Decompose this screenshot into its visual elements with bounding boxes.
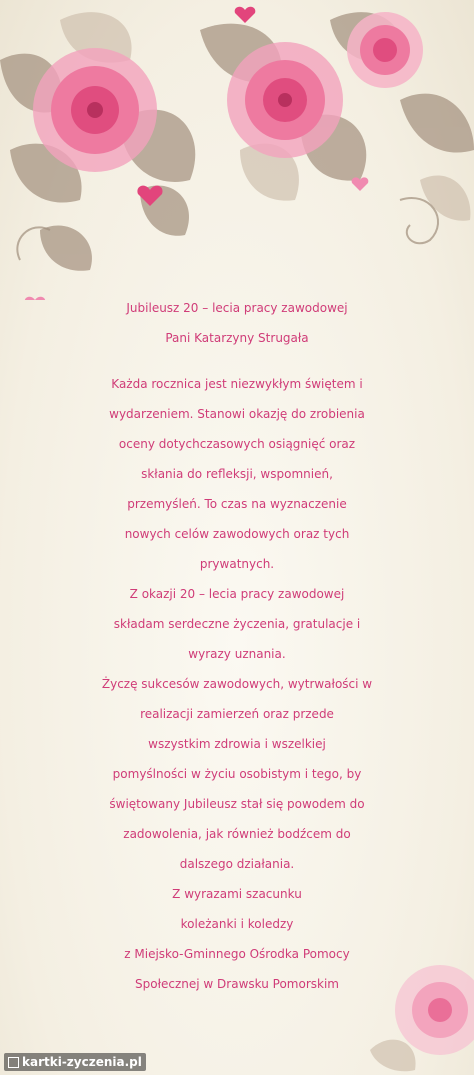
title-line: Jubileusz 20 – lecia pracy zawodowej (126, 301, 348, 315)
message-line: Z okazji 20 – lecia pracy zawodowej (129, 587, 345, 601)
watermark[interactable] (4, 1053, 146, 1071)
message-line: wydarzeniem. Stanowi okazję do zrobienia (109, 407, 365, 421)
message-line: zadowolenia, jak również bodźcem do (123, 827, 351, 841)
message-line: świętowany Jubileusz stał się powodem do (109, 797, 365, 811)
message-line: nowych celów zawodowych oraz tych (124, 527, 350, 541)
message-line: wyrazy uznania. (188, 647, 286, 661)
square-icon (8, 1057, 19, 1068)
message-line: realizacji zamierzeń oraz przede (140, 707, 334, 721)
card-title (0, 293, 474, 353)
title-line: Pani Katarzyny Strugała (165, 331, 309, 345)
message-line: składam serdeczne życzenia, gratulacje i (113, 617, 361, 631)
message-line: dalszego działania. (179, 857, 295, 871)
message-line: pomyślności w życiu osobistym i tego, by (112, 767, 362, 781)
signature-line: Z wyrazami szacunku (172, 887, 302, 901)
signature-line: Społecznej w Drawsku Pomorskim (135, 977, 339, 991)
message-line: wszystkim zdrowia i wszelkiej (148, 737, 326, 751)
message-line: prywatnych. (199, 557, 275, 571)
card-message (0, 369, 474, 999)
watermark-text: kartki-zyczenia.pl (22, 1055, 142, 1069)
message-line: Życzę sukcesów zawodowych, wytrwałości w (101, 677, 373, 691)
signature-line: koleżanki i koledzy (180, 917, 294, 931)
message-line: Każda rocznica jest niezwykłym świętem i (111, 377, 363, 391)
floral-decoration-top (0, 0, 474, 300)
message-line: skłania do refleksji, wspomnień, (141, 467, 333, 481)
signature-line: z Miejsko-Gminnego Ośrodka Pomocy (124, 947, 350, 961)
message-line: oceny dotychczasowych osiągnięć oraz (118, 437, 356, 451)
message-line: przemyśleń. To czas na wyznaczenie (127, 497, 347, 511)
